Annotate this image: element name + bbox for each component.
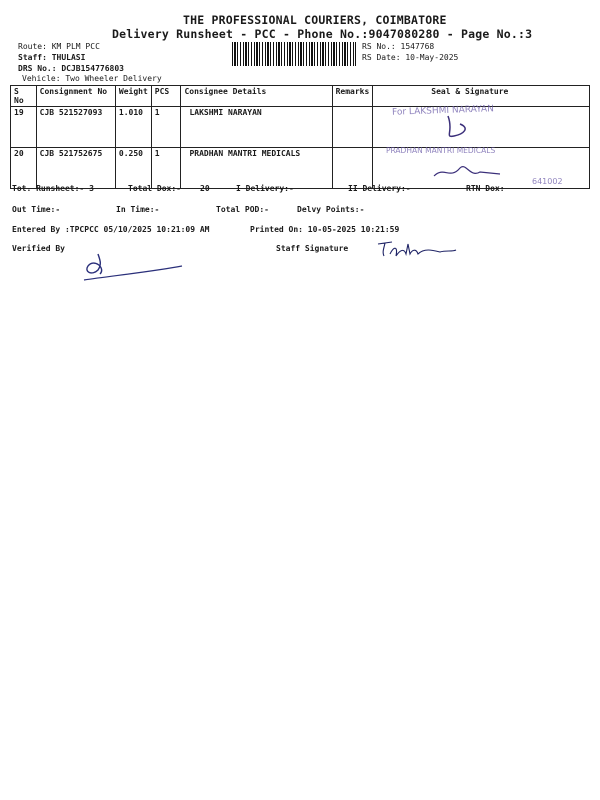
verified-by-signature [80, 250, 190, 286]
in-time: In Time:- [116, 205, 160, 214]
runsheet-subtitle: Delivery Runsheet - PCC - Phone No.:9047080280 - Page No.:3 [112, 27, 533, 41]
row-weight: 0.250 [115, 148, 151, 189]
row-weight: 1.010 [115, 107, 151, 148]
drs-number: DRS No.: DCJB154776803 [18, 64, 124, 73]
rs-number: RS No.: 1547768 [362, 42, 435, 51]
row-sno: 19 [11, 107, 37, 148]
printed-on: Printed On: 10-05-2025 10:21:59 [250, 225, 400, 234]
header-consignee: Consignee Details [181, 86, 332, 107]
header-pcs: PCS [151, 86, 181, 107]
out-time: Out Time:- [12, 205, 61, 214]
stamp-pradhan: PRADHAN MANTRI MEDICALS [386, 146, 496, 155]
ii-delivery: II Delivery:- [348, 184, 411, 193]
table-row [11, 107, 590, 148]
stamp-lakshmi: For LAKSHMI NARAYAN [391, 104, 495, 118]
row-pcs: 1 [151, 148, 181, 189]
row-remarks [332, 107, 373, 148]
staff-label: Staff: THULASI [18, 53, 86, 62]
header-seal: Seal & Signature [373, 86, 590, 107]
entered-by: Entered By :TPCPCC 05/10/2025 10:21:09 AM [12, 225, 210, 234]
staff-signature-label: Staff Signature [276, 244, 349, 253]
header-weight: Weight [115, 86, 151, 107]
i-delivery: I Delivery:- [236, 184, 294, 193]
row-consignment: CJB 521527093 [36, 107, 115, 148]
rs-date: RS Date: 10-May-2025 [362, 53, 459, 62]
row-consignment: CJB 521752675 [36, 148, 115, 189]
delvy-points: Delvy Points:- [297, 205, 365, 214]
row-pcs: 1 [151, 107, 181, 148]
header-remarks: Remarks [332, 86, 373, 107]
signature-row19 [440, 112, 480, 142]
header-consignment: Consignment No [36, 86, 115, 107]
total-dox-label: Total Dox:- [128, 184, 181, 193]
barcode-image [232, 42, 356, 66]
table-header-row [11, 86, 590, 107]
tot-runsheet: Tot. Runsheet:- 3 [12, 184, 94, 193]
stamp-pincode: 641002 [532, 177, 563, 186]
row-remarks [332, 148, 373, 189]
signature-row20 [430, 158, 510, 184]
rtn-dox: RTN Dox: [466, 184, 505, 193]
company-title: THE PROFESSIONAL COURIERS, COIMBATORE [183, 13, 447, 27]
total-dox-value: 20 [200, 184, 210, 193]
total-pod: Total POD:- [216, 205, 269, 214]
vehicle-label: Vehicle: Two Wheeler Delivery [22, 74, 162, 83]
route-label: Route: KM PLM PCC [18, 42, 100, 51]
row-sno: 20 [11, 148, 37, 189]
row-consignee: PRADHAN MANTRI MEDICALS [181, 148, 332, 189]
staff-signature [376, 236, 460, 260]
row-consignee: LAKSHMI NARAYAN [181, 107, 332, 148]
header-sno: S No [11, 86, 37, 107]
verified-by-label: Verified By [12, 244, 65, 253]
